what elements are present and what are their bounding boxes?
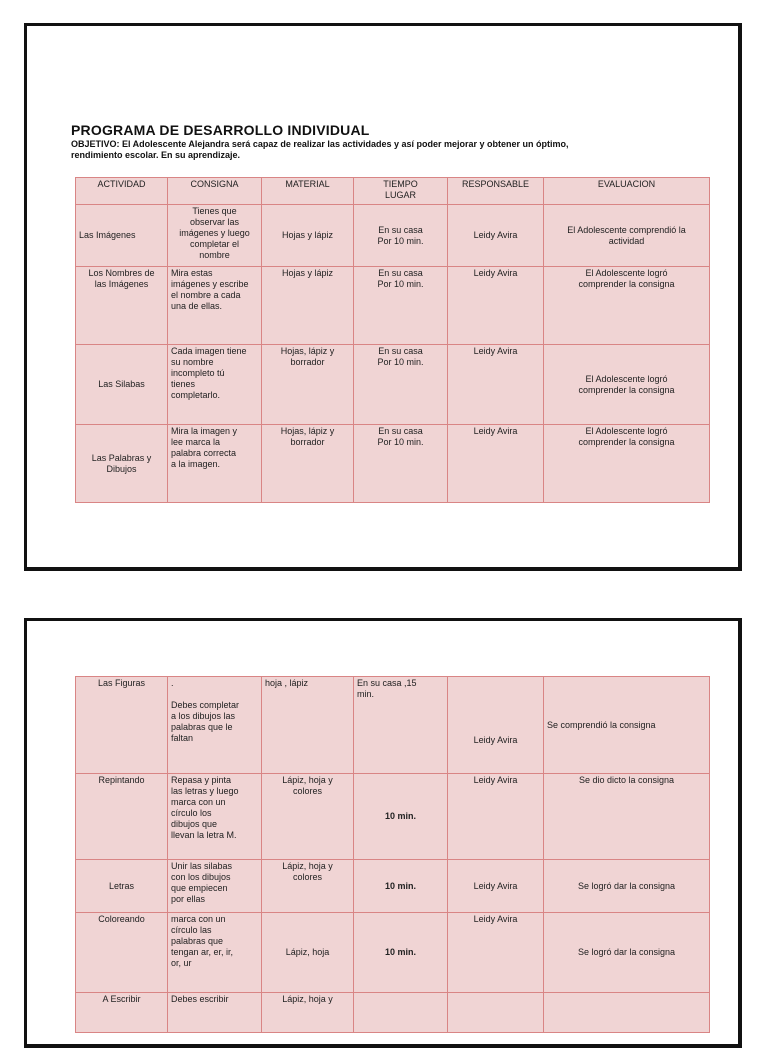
cell-consigna-line: Tienes que bbox=[192, 206, 237, 216]
cell-consigna-line: imágenes y luego bbox=[179, 228, 250, 238]
cell-consigna-line: Cada imagen tiene bbox=[171, 346, 247, 356]
cell-evaluacion-line: comprender la consigna bbox=[578, 384, 675, 395]
cell-actividad bbox=[76, 860, 168, 913]
cell-tiempo bbox=[354, 425, 448, 503]
activity-table bbox=[75, 177, 710, 503]
cell-actividad-line: Las Figuras bbox=[97, 678, 146, 688]
cell-consigna-line: marca con un bbox=[171, 797, 226, 807]
cell-responsable bbox=[448, 913, 544, 993]
cell-tiempo-line: En su casa bbox=[378, 224, 423, 235]
cell-tiempo-line: Por 10 min. bbox=[377, 437, 424, 447]
cell-evaluacion bbox=[544, 993, 710, 1033]
objective-line-1: OBJETIVO: El Adolescente Alejandra será capaz de realizar las actividades y así poder mejorar y obtener un óptimo, bbox=[71, 139, 569, 149]
cell-consigna-line: marca con un bbox=[171, 914, 226, 924]
cell-consigna-line: Debes completar bbox=[171, 700, 240, 710]
table-row bbox=[76, 425, 710, 503]
cell-consigna-line: el nombre a cada bbox=[171, 290, 241, 300]
cell-consigna bbox=[168, 677, 262, 774]
cell-evaluacion bbox=[544, 913, 710, 993]
cell-evaluacion-line: actividad bbox=[608, 235, 645, 246]
cell-material-line: Lápiz, hoja y bbox=[282, 775, 333, 785]
cell-consigna-line: Debes escribir bbox=[171, 994, 229, 1004]
cell-consigna bbox=[168, 860, 262, 913]
cell-evaluacion bbox=[544, 677, 710, 774]
cell-consigna-line: incompleto tú bbox=[171, 368, 225, 378]
cell-evaluacion bbox=[544, 267, 710, 345]
header-actividad: ACTIVIDAD bbox=[76, 178, 168, 205]
cell-tiempo bbox=[354, 267, 448, 345]
cell-consigna bbox=[168, 205, 262, 267]
cell-consigna-line: por ellas bbox=[171, 894, 206, 904]
cell-consigna bbox=[168, 993, 262, 1033]
cell-consigna-line: Repasa y pinta bbox=[171, 775, 232, 785]
header-tiempo: TIEMPO bbox=[383, 179, 418, 189]
cell-material bbox=[262, 993, 354, 1033]
cell-tiempo-line: Por 10 min. bbox=[377, 357, 424, 367]
cell-consigna-line: completar el bbox=[189, 239, 240, 249]
cell-tiempo-line: En su casa bbox=[378, 268, 423, 278]
cell-actividad-line: Las Imágenes bbox=[79, 230, 136, 240]
cell-consigna-line: faltan bbox=[171, 733, 194, 743]
cell-evaluacion-line: Se logró dar la consigna bbox=[577, 947, 676, 957]
header-lugar: LUGAR bbox=[384, 190, 416, 200]
cell-material-line: borrador bbox=[290, 357, 325, 367]
cell-tiempo bbox=[354, 677, 448, 774]
cell-responsable bbox=[448, 677, 544, 774]
table-row bbox=[76, 860, 710, 913]
cell-material-line: colores bbox=[292, 786, 322, 796]
cell-material bbox=[262, 774, 354, 860]
cell-actividad bbox=[76, 267, 168, 345]
cell-actividad-line: Los Nombres de bbox=[88, 268, 155, 278]
cell-consigna-line: tengan ar, er, ir, bbox=[171, 947, 234, 957]
cell-consigna-line bbox=[171, 689, 258, 700]
cell-responsable bbox=[448, 774, 544, 860]
cell-tiempo-line: Por 10 min. bbox=[377, 235, 424, 246]
cell-consigna bbox=[168, 425, 262, 503]
document-page-2 bbox=[24, 618, 742, 1048]
cell-evaluacion-line: El Adolescente comprendió la bbox=[567, 224, 686, 235]
cell-consigna-line: con los dibujos bbox=[171, 872, 231, 882]
cell-consigna-line: . bbox=[171, 678, 174, 688]
cell-actividad bbox=[76, 913, 168, 993]
cell-tiempo bbox=[354, 993, 448, 1033]
cell-evaluacion bbox=[544, 860, 710, 913]
cell-consigna-line: completarlo. bbox=[171, 390, 221, 400]
header-material: MATERIAL bbox=[262, 178, 354, 205]
cell-tiempo bbox=[354, 205, 448, 267]
cell-evaluacion-line: Se comprendió la consigna bbox=[547, 719, 656, 730]
cell-consigna-line: círculo los bbox=[171, 808, 212, 818]
cell-material bbox=[262, 677, 354, 774]
cell-evaluacion-line: comprender la consigna bbox=[578, 279, 675, 289]
cell-actividad-line: Letras bbox=[108, 880, 134, 891]
cell-material-line: Hojas y lápiz bbox=[281, 230, 334, 240]
table-header-row bbox=[76, 178, 710, 205]
cell-evaluacion bbox=[544, 345, 710, 425]
cell-consigna-line: observar las bbox=[189, 217, 240, 227]
cell-consigna-line: dibujos que bbox=[171, 819, 218, 829]
header-responsable: RESPONSABLE bbox=[448, 178, 544, 205]
cell-tiempo bbox=[354, 345, 448, 425]
cell-consigna-line: nombre bbox=[199, 250, 230, 260]
cell-tiempo-line: 10 min. bbox=[384, 811, 416, 821]
cell-evaluacion-line: El Adolescente logró bbox=[585, 268, 668, 278]
cell-consigna-line: lee marca la bbox=[171, 437, 221, 447]
cell-consigna-line: a la imagen. bbox=[171, 459, 221, 469]
cell-tiempo bbox=[354, 860, 448, 913]
cell-tiempo-line: 10 min. bbox=[384, 947, 416, 957]
cell-actividad-line: las Imágenes bbox=[94, 279, 149, 289]
cell-consigna-line: una de ellas. bbox=[171, 301, 223, 311]
cell-responsable-line: Leidy Avira bbox=[473, 735, 518, 745]
cell-actividad-line: A Escribir bbox=[102, 994, 141, 1004]
cell-actividad-line: Las Palabras y bbox=[91, 452, 152, 463]
cell-material bbox=[262, 425, 354, 503]
cell-tiempo bbox=[354, 913, 448, 993]
cell-actividad bbox=[76, 677, 168, 774]
cell-actividad bbox=[76, 993, 168, 1033]
cell-responsable bbox=[448, 267, 544, 345]
cell-consigna-line: Mira la imagen y bbox=[171, 426, 238, 436]
cell-responsable bbox=[448, 205, 544, 267]
cell-consigna-line: Mira estas bbox=[171, 268, 213, 278]
header-consigna: CONSIGNA bbox=[168, 178, 262, 205]
cell-responsable bbox=[448, 425, 544, 503]
document-title: PROGRAMA DE DESARROLLO INDIVIDUAL bbox=[71, 122, 370, 138]
cell-consigna-line: llevan la letra M. bbox=[171, 830, 237, 840]
cell-responsable bbox=[448, 345, 544, 425]
table-row bbox=[76, 913, 710, 993]
cell-material-line: Hojas, lápiz y bbox=[280, 346, 335, 356]
cell-responsable-line: Leidy Avira bbox=[473, 775, 518, 785]
cell-evaluacion bbox=[544, 425, 710, 503]
cell-evaluacion-line: Se logró dar la consigna bbox=[577, 880, 676, 891]
cell-consigna-line: or, ur bbox=[171, 958, 192, 968]
table-row bbox=[76, 677, 710, 774]
cell-responsable-line: Leidy Avira bbox=[473, 914, 518, 924]
document-objective bbox=[71, 139, 711, 161]
cell-material-line: Hojas y lápiz bbox=[281, 268, 334, 278]
cell-tiempo-line: En su casa bbox=[378, 346, 423, 356]
cell-material-line: Hojas, lápiz y bbox=[280, 426, 335, 436]
cell-consigna bbox=[168, 913, 262, 993]
cell-material bbox=[262, 860, 354, 913]
objective-line-2: rendimiento escolar. En su aprendizaje. bbox=[71, 150, 241, 160]
cell-material-line: Lápiz, hoja y bbox=[282, 994, 333, 1004]
cell-tiempo-line: min. bbox=[357, 689, 375, 699]
document-page-1 bbox=[24, 23, 742, 571]
cell-actividad-line: Coloreando bbox=[98, 914, 145, 924]
cell-evaluacion-line: El Adolescente logró bbox=[585, 426, 668, 436]
table-row bbox=[76, 267, 710, 345]
cell-evaluacion-line: El Adolescente logró bbox=[585, 373, 668, 384]
header-tiempo-lugar bbox=[354, 178, 448, 205]
table-row bbox=[76, 345, 710, 425]
cell-actividad bbox=[76, 774, 168, 860]
table-row bbox=[76, 205, 710, 267]
cell-responsable-line: Leidy Avira bbox=[473, 268, 518, 278]
cell-consigna-line: palabras que le bbox=[171, 722, 233, 732]
cell-consigna-line: tienes bbox=[171, 379, 196, 389]
cell-evaluacion-line: comprender la consigna bbox=[578, 437, 675, 447]
cell-actividad-line: Repintando bbox=[98, 775, 145, 785]
cell-consigna-line: las letras y luego bbox=[171, 786, 239, 796]
table-row bbox=[76, 993, 710, 1033]
cell-actividad bbox=[76, 205, 168, 267]
table-row bbox=[76, 774, 710, 860]
cell-material-line: colores bbox=[292, 872, 322, 882]
cell-responsable bbox=[448, 993, 544, 1033]
header-evaluacion: EVALUACION bbox=[544, 178, 710, 205]
cell-material bbox=[262, 205, 354, 267]
cell-tiempo bbox=[354, 774, 448, 860]
cell-consigna-line: círculo las bbox=[171, 925, 212, 935]
cell-consigna bbox=[168, 345, 262, 425]
cell-consigna-line: su nombre bbox=[171, 357, 214, 367]
cell-consigna-line: imágenes y escribe bbox=[171, 279, 249, 289]
cell-consigna-line: a los dibujos las bbox=[171, 711, 236, 721]
cell-consigna bbox=[168, 267, 262, 345]
cell-consigna-line: palabra correcta bbox=[171, 448, 237, 458]
cell-responsable-line: Leidy Avira bbox=[473, 880, 518, 891]
cell-material bbox=[262, 267, 354, 345]
cell-tiempo-line: En su casa ,15 bbox=[357, 678, 417, 688]
cell-material bbox=[262, 345, 354, 425]
cell-tiempo-line: En su casa bbox=[378, 426, 423, 436]
cell-actividad-line: Las Silabas bbox=[98, 379, 145, 389]
cell-responsable-line: Leidy Avira bbox=[473, 426, 518, 436]
activity-table-continued bbox=[75, 676, 710, 1033]
cell-material-line: hoja , lápiz bbox=[265, 678, 309, 688]
cell-tiempo-line: 10 min. bbox=[384, 880, 416, 891]
cell-consigna bbox=[168, 774, 262, 860]
cell-responsable-line: Leidy Avira bbox=[473, 346, 518, 356]
cell-material-line: Lápiz, hoja y bbox=[282, 861, 333, 871]
cell-responsable-line: Leidy Avira bbox=[473, 230, 518, 240]
cell-consigna-line: palabras que bbox=[171, 936, 224, 946]
cell-actividad-line: Dibujos bbox=[106, 463, 137, 474]
cell-responsable bbox=[448, 860, 544, 913]
cell-material-line: borrador bbox=[290, 437, 325, 447]
cell-actividad bbox=[76, 345, 168, 425]
cell-consigna-line: que empiecen bbox=[171, 883, 228, 893]
cell-evaluacion-line: Se dio dicto la consigna bbox=[578, 775, 675, 785]
cell-evaluacion bbox=[544, 205, 710, 267]
cell-material bbox=[262, 913, 354, 993]
cell-material-line: Lápiz, hoja bbox=[285, 947, 330, 957]
cell-consigna-line: Unir las silabas bbox=[171, 861, 233, 871]
cell-tiempo-line: Por 10 min. bbox=[377, 279, 424, 289]
cell-evaluacion bbox=[544, 774, 710, 860]
cell-actividad bbox=[76, 425, 168, 503]
